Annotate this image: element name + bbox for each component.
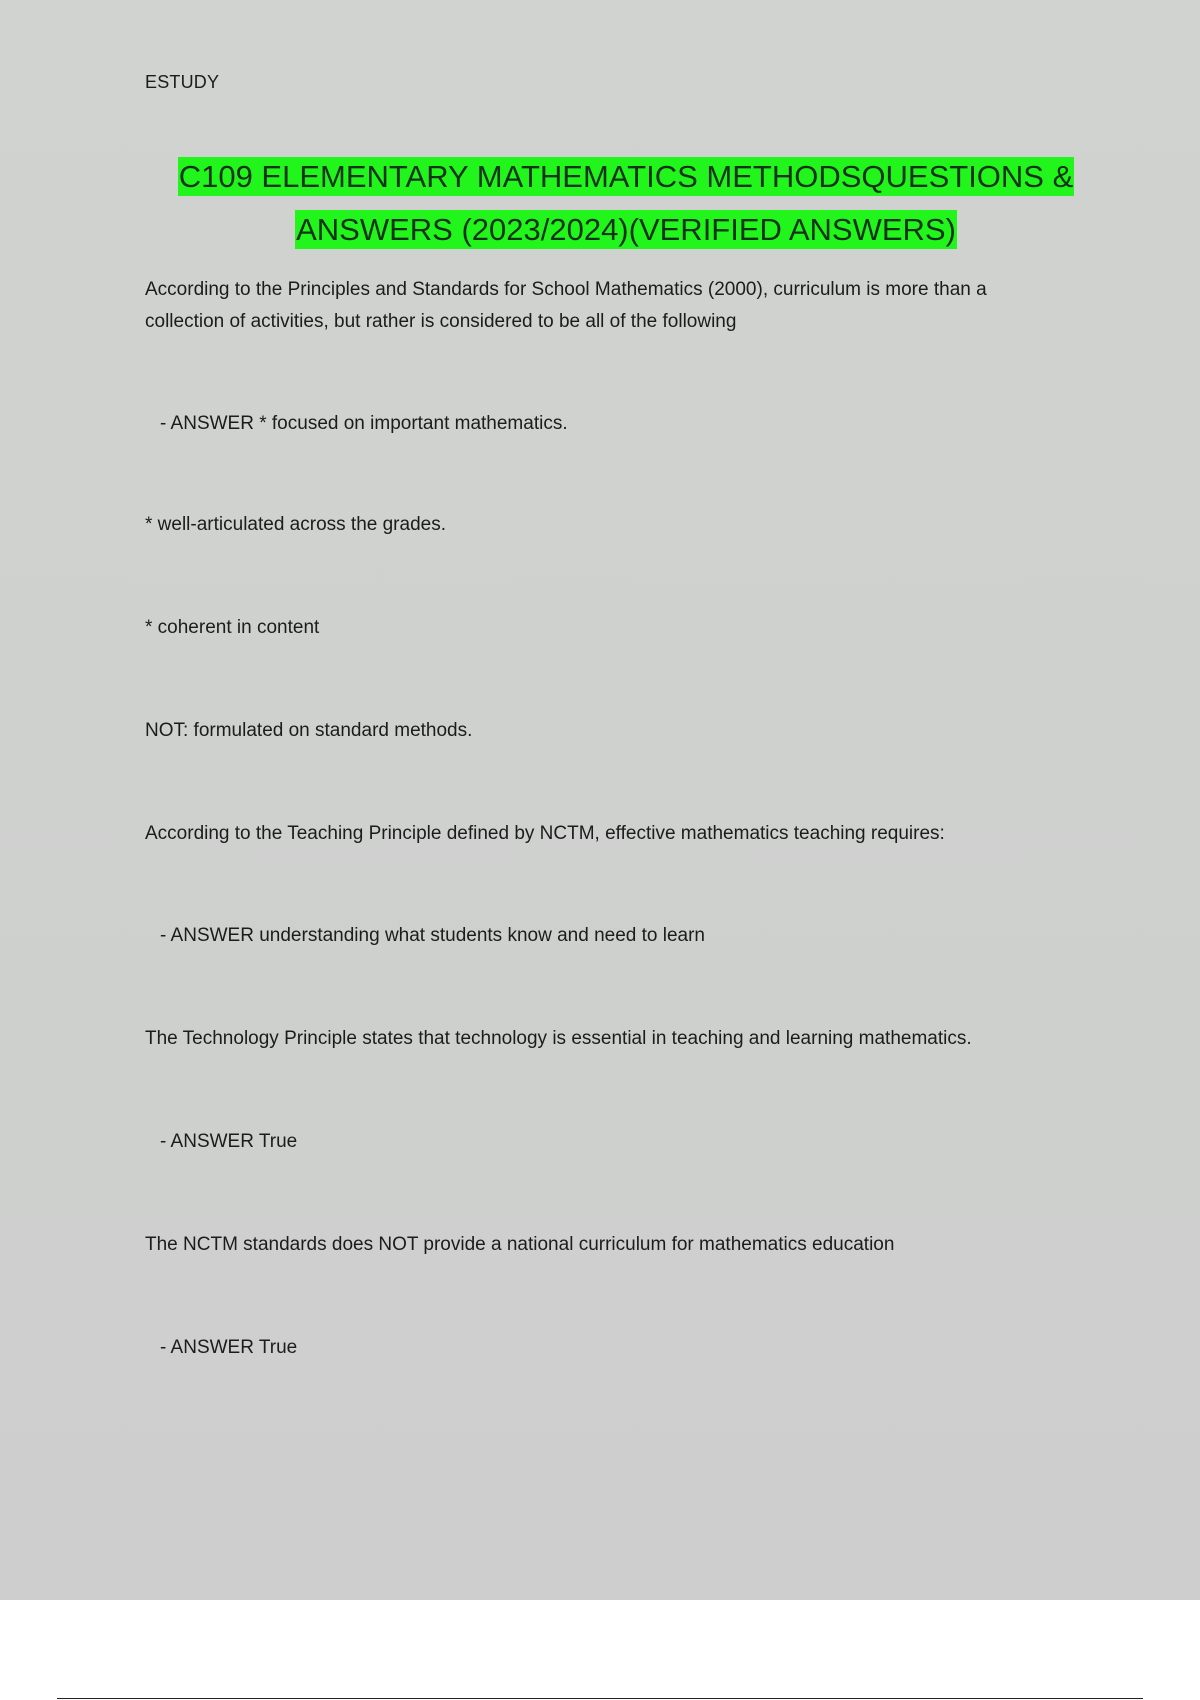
header-label: ESTUDY <box>145 72 220 92</box>
answer-1-line-2: * well-articulated across the grades. <box>145 514 446 535</box>
footer-divider <box>57 1698 1143 1699</box>
answer-1-line-3: * coherent in content <box>145 617 320 638</box>
answer-1-line-4: NOT: formulated on standard methods. <box>145 720 473 741</box>
answer-4: - ANSWER True <box>160 1337 298 1358</box>
question-2-text: According to the Teaching Principle defined by NCTM, effective mathematics teaching requires: <box>145 823 945 844</box>
question-4-text: The NCTM standards does NOT provide a national curriculum for mathematics education <box>145 1234 895 1255</box>
answer-2: - ANSWER understanding what students know and need to learn <box>160 925 705 946</box>
title-highlight: C109 ELEMENTARY MATHEMATICS METHODSQUESTIONS & ANSWERS (2023/2024)(VERIFIED ANSWERS) <box>178 159 1074 247</box>
question-3-text: The Technology Principle states that technology is essential in teaching and learning mathematics. <box>145 1028 972 1049</box>
answer-3: - ANSWER True <box>160 1131 298 1152</box>
document-title <box>145 150 1107 256</box>
answer-1-line-1: - ANSWER * focused on important mathematics. <box>160 413 568 434</box>
question-1-text: According to the Principles and Standards for School Mathematics (2000), curriculum is more than a collection of activities, but rather is considered to be all of the following <box>145 279 987 332</box>
